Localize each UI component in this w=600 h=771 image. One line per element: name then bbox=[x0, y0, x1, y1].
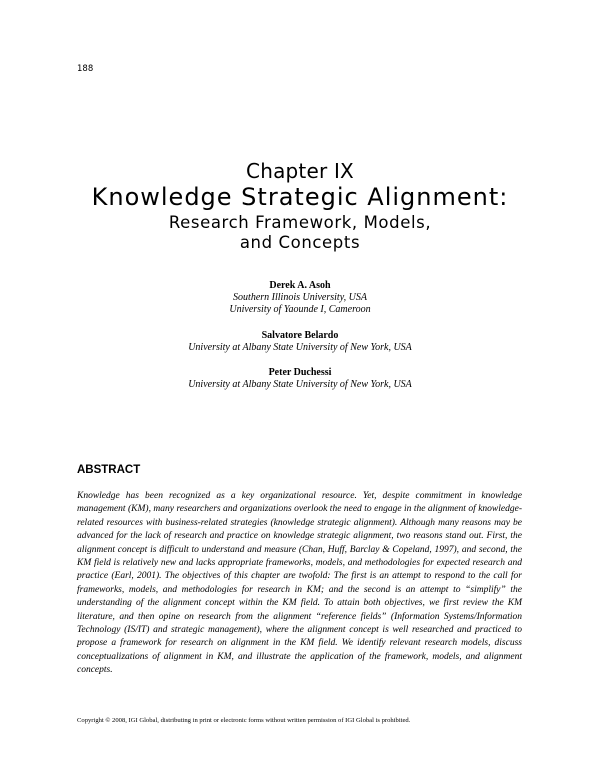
copyright-notice: Copyright © 2008, IGI Global, distributing in print or electronic forms without written permission of IGI Global is prohibited. bbox=[77, 717, 411, 724]
abstract-body: Knowledge has been recognized as a key organizational resource. Yet, despite commitment in knowledge management (KM), many researchers and organizations overlook the need to engage in the alignment of knowledge-related resources with business-related strategies (knowledge strategic alignment). Although many reasons may be advanced for the lack of research and practice on knowledge strategic alignment, two reasons stand out. First, the alignment concept is difficult to understand and measure (Chan, Huff, Barclay & Copeland, 1997), and second, the KM field is relatively new and lacks appropriate frameworks, models, and methodologies for expected research and practice (Earl, 2001). The objectives of this chapter are twofold: The first is an attempt to respond to the call for frameworks, models, and methodologies for research in KM; and the second is an attempt to “simplify” the understanding of the alignment concept within the KM field. To attain both objectives, we first review the KM literature, and then opine on research from the alignment “reference fields” (Information Systems/Information Technology (IS/IT) and strategic management), where the alignment concept is well researched and practiced to propose a framework for research on alignment in the KM field. We identify relevant research models, discuss conceptualizations of alignment in KM, and illustrate the application of the framework, models, and alignment concepts. bbox=[77, 491, 522, 676]
author-affiliation: University at Albany State University of New York, USA bbox=[188, 379, 412, 390]
chapter-title: Knowledge Strategic Alignment: bbox=[91, 183, 509, 211]
author-affiliation: Southern Illinois University, USA bbox=[233, 292, 367, 303]
author-affiliation: University of Yaounde I, Cameroon bbox=[229, 304, 371, 315]
author-block-3 bbox=[0, 367, 600, 391]
author-name: Derek A. Asoh bbox=[269, 280, 331, 291]
chapter-subtitle-line-1: Research Framework, Models, bbox=[168, 213, 432, 232]
author-name: Peter Duchessi bbox=[268, 367, 332, 378]
chapter-subtitle bbox=[0, 213, 600, 253]
author-name: Salvatore Belardo bbox=[261, 330, 339, 341]
author-block-2 bbox=[0, 330, 600, 354]
author-affiliation: University at Albany State University of New York, USA bbox=[188, 342, 412, 353]
page-number: 188 bbox=[77, 64, 94, 74]
author-block-1 bbox=[0, 280, 600, 316]
chapter-subtitle-line-2: and Concepts bbox=[239, 233, 361, 252]
chapter-label: Chapter IX bbox=[246, 159, 354, 183]
abstract-heading: ABSTRACT bbox=[77, 464, 141, 476]
